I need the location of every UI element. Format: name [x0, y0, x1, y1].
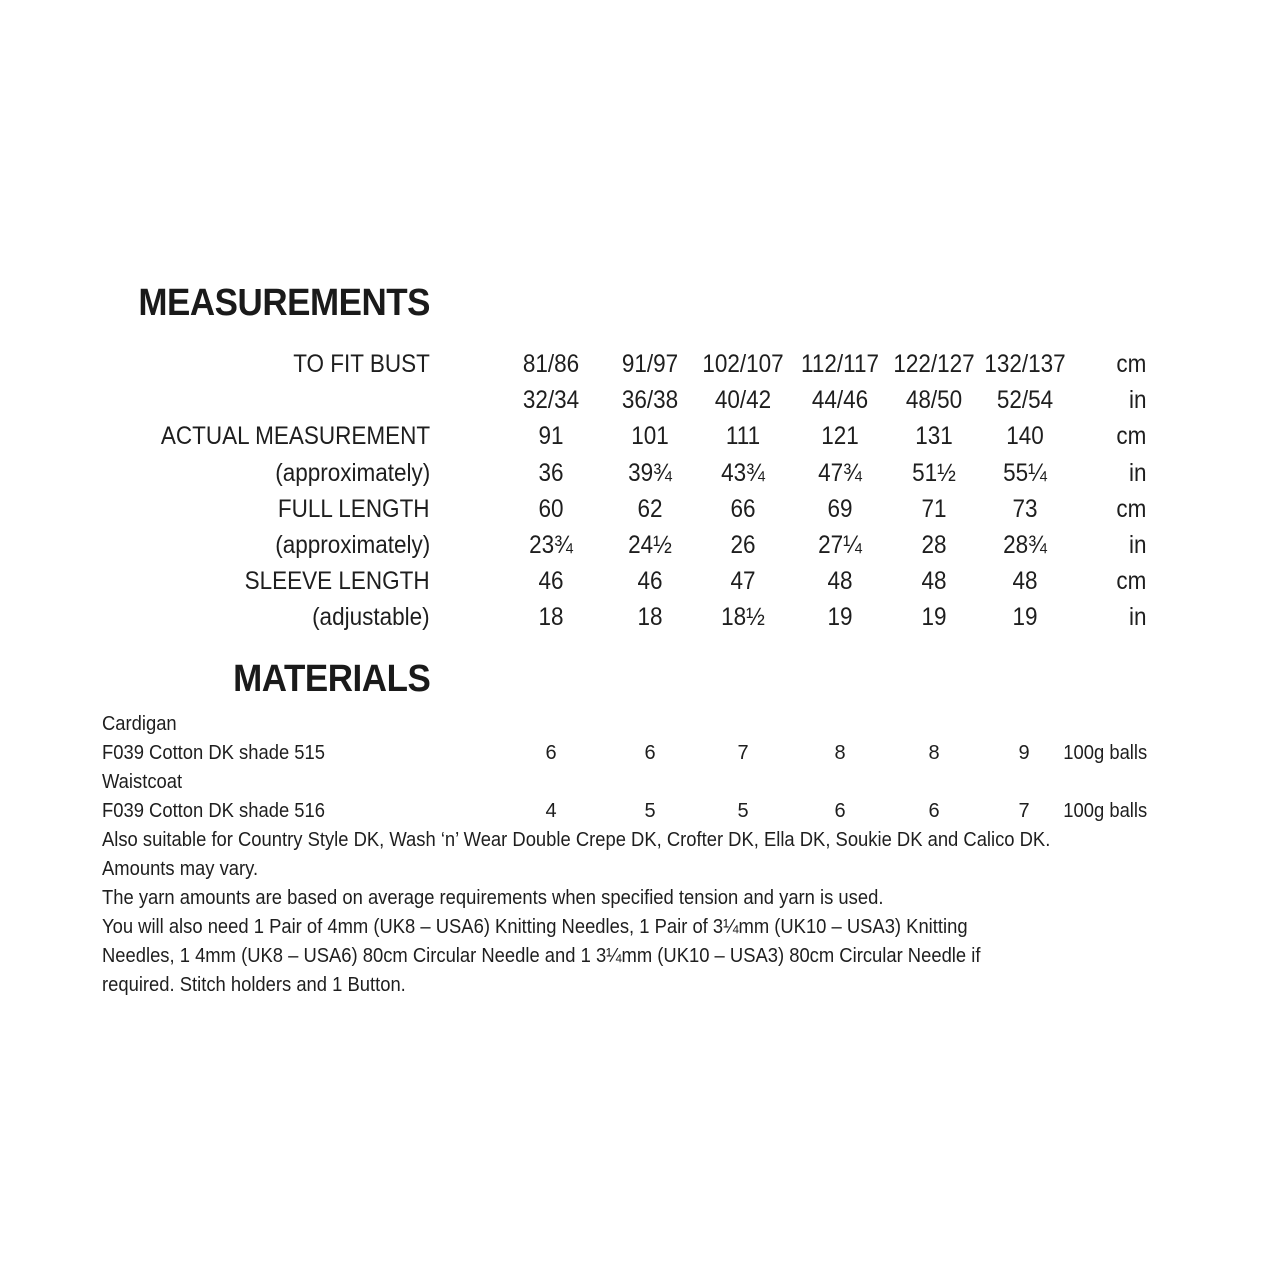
measurement-row [0, 455, 1280, 491]
measurement-unit: cm [1116, 422, 1146, 451]
measurement-unit: cm [1116, 494, 1146, 523]
measurement-value: 40/42 [714, 386, 772, 415]
material-line [0, 768, 1280, 797]
material-quantity: 4 [545, 800, 557, 822]
measurement-label: FULL LENGTH [278, 494, 430, 523]
materials-note-line: required. Stitch holders and 1 Button. [102, 974, 406, 996]
material-label: Waistcoat [102, 771, 183, 793]
measurement-label: ACTUAL MEASUREMENT [160, 422, 430, 451]
measurement-value: 32/34 [522, 386, 580, 415]
measurement-label: (approximately) [274, 531, 430, 559]
measurement-value: 48 [1012, 567, 1038, 596]
measurement-value: 71 [921, 494, 947, 523]
measurement-value: 36 [538, 458, 564, 487]
measurement-value: 66 [730, 494, 756, 523]
measurement-unit: in [1128, 603, 1146, 632]
material-line [0, 797, 1280, 826]
measurement-value: 62 [637, 494, 663, 523]
measurement-value: 19 [827, 603, 853, 632]
measurement-value: 44/46 [811, 386, 869, 415]
measurement-value: 18 [538, 603, 564, 632]
measurement-value: 111 [725, 422, 761, 451]
materials-note-line: Needles, 1 4mm (UK8 – USA6) 80cm Circular Needle and 1 3¼mm (UK10 – USA3) 80cm Circular Needle if [102, 945, 981, 967]
measurement-value: 55¼ [1003, 458, 1047, 487]
measurement-value: 19 [1012, 603, 1038, 632]
materials-note-line: You will also need 1 Pair of 4mm (UK8 – USA6) Knitting Needles, 1 Pair of 3¼mm (UK10 – USA3) Knitting [102, 916, 968, 938]
measurement-value: 122/127 [893, 350, 975, 378]
material-unit: 100g balls [1063, 800, 1147, 822]
measurement-value: 51½ [912, 458, 956, 487]
measurement-unit: cm [1116, 350, 1146, 378]
material-quantity: 7 [737, 742, 749, 764]
measurement-value: 121 [821, 422, 859, 451]
material-quantity: 6 [545, 742, 557, 764]
material-unit: 100g balls [1063, 742, 1147, 764]
measurement-value: 46 [637, 567, 663, 596]
measurement-value: 28 [921, 531, 947, 559]
measurement-value: 73 [1012, 494, 1038, 523]
measurement-unit: cm [1116, 567, 1146, 596]
materials-note-line: The yarn amounts are based on average requirements when specified tension and yarn is used. [102, 887, 884, 909]
measurement-value: 23¾ [529, 531, 573, 559]
measurement-value: 28¾ [1003, 531, 1047, 559]
materials-heading: MATERIALS [232, 658, 430, 700]
measurement-row [0, 527, 1280, 563]
material-label: F039 Cotton DK shade 516 [102, 800, 325, 822]
measurement-value: 46 [538, 567, 564, 596]
measurement-value: 91/97 [621, 350, 679, 378]
measurement-row [0, 346, 1280, 382]
measurement-value: 112/117 [800, 350, 879, 378]
measurement-row [0, 563, 1280, 599]
measurement-value: 43¾ [721, 458, 765, 487]
measurement-value: 132/137 [984, 350, 1066, 378]
material-quantity: 5 [644, 800, 656, 822]
measurement-value: 26 [730, 531, 756, 559]
measurement-value: 27¼ [818, 531, 862, 559]
materials-note-line: Also suitable for Country Style DK, Wash ‘n’ Wear Double Crepe DK, Crofter DK, Ella DK, Soukie DK and Calico DK. [102, 829, 1051, 851]
measurement-unit: in [1128, 458, 1146, 487]
measurement-value: 47 [730, 567, 756, 596]
measurement-value: 19 [921, 603, 947, 632]
measurement-value: 18½ [721, 603, 765, 632]
measurement-value: 47¾ [818, 458, 862, 487]
material-quantity: 8 [928, 742, 940, 764]
material-quantity: 7 [1018, 800, 1030, 822]
measurement-value: 140 [1006, 422, 1044, 451]
measurement-value: 48 [921, 567, 947, 596]
measurement-value: 81/86 [522, 350, 580, 378]
material-quantity: 5 [737, 800, 749, 822]
measurement-value: 48/50 [905, 386, 963, 415]
material-label: Cardigan [102, 713, 177, 735]
measurement-value: 69 [827, 494, 853, 523]
measurement-row [0, 382, 1280, 418]
measurement-label: (approximately) [274, 458, 430, 487]
material-line [0, 710, 1280, 739]
material-quantity: 6 [834, 800, 846, 822]
measurement-unit: in [1128, 386, 1146, 415]
measurements-heading: MEASUREMENTS [138, 282, 430, 324]
measurement-row [0, 599, 1280, 635]
measurement-value: 131 [915, 422, 953, 451]
measurement-value: 18 [637, 603, 663, 632]
measurement-label: (adjustable) [312, 603, 430, 632]
measurement-unit: in [1128, 531, 1146, 559]
measurement-value: 24½ [628, 531, 672, 559]
material-quantity: 8 [834, 742, 846, 764]
measurement-label: TO FIT BUST [293, 350, 430, 378]
material-quantity: 6 [644, 742, 656, 764]
measurement-value: 101 [631, 422, 669, 451]
measurement-value: 36/38 [621, 386, 679, 415]
material-label: F039 Cotton DK shade 515 [102, 742, 325, 764]
measurement-row [0, 418, 1280, 454]
measurement-value: 102/107 [702, 350, 784, 378]
material-line [0, 739, 1280, 768]
measurement-label: SLEEVE LENGTH [244, 567, 430, 596]
measurement-value: 48 [827, 567, 853, 596]
material-quantity: 6 [928, 800, 940, 822]
measurement-value: 60 [538, 494, 564, 523]
measurement-value: 39¾ [628, 458, 672, 487]
measurement-row [0, 491, 1280, 527]
measurement-value: 91 [538, 422, 564, 451]
measurement-value: 52/54 [996, 386, 1054, 415]
materials-note-line: Amounts may vary. [102, 858, 259, 880]
material-quantity: 9 [1018, 742, 1030, 764]
